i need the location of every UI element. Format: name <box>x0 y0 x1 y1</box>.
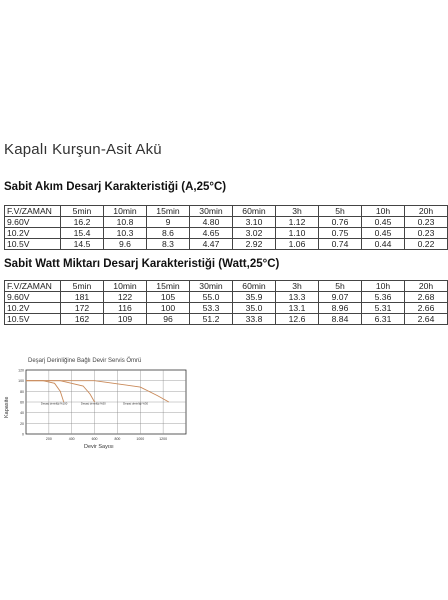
table-cell: 10.3 <box>104 228 147 239</box>
table-cell: 6.31 <box>362 314 405 325</box>
x-tick-label: 600 <box>91 437 98 441</box>
table-cell: 1.10 <box>276 228 319 239</box>
table-header-row <box>5 206 448 217</box>
table-cell: 122 <box>104 292 147 303</box>
cycle-life-chart <box>4 358 204 458</box>
table-cell: 0.45 <box>362 228 405 239</box>
x-tick-label: 800 <box>114 437 121 441</box>
table-cell: 13.1 <box>276 303 319 314</box>
table-row <box>5 239 448 250</box>
table-cell: 0.76 <box>319 217 362 228</box>
table-cell: 5.31 <box>362 303 405 314</box>
table-cell: 181 <box>61 292 104 303</box>
y-tick-label: 20 <box>20 421 24 426</box>
table-header-cell: 15min <box>147 281 190 292</box>
table-cell: 4.47 <box>190 239 233 250</box>
table-cell: 3.02 <box>233 228 276 239</box>
table-row <box>5 228 448 239</box>
chart-xlabel: Devir Sayısı <box>84 444 114 450</box>
x-tick-label: 1200 <box>159 437 168 441</box>
table-header-cell: 30min <box>190 206 233 217</box>
table-cell: 10.2V <box>5 228 61 239</box>
table-header-cell: 5min <box>61 206 104 217</box>
table-cell: 15.4 <box>61 228 104 239</box>
table-cell: 9.6 <box>104 239 147 250</box>
table-cell: 0.23 <box>405 228 448 239</box>
table-header-cell: 20h <box>405 206 448 217</box>
table-header-cell: 30min <box>190 281 233 292</box>
y-tick-label: 120 <box>18 368 24 373</box>
table-cell: 100 <box>147 303 190 314</box>
table-cell: 16.2 <box>61 217 104 228</box>
table-header-row <box>5 281 448 292</box>
table-cell: 51.2 <box>190 314 233 325</box>
table-cell: 9.60V <box>5 292 61 303</box>
table-row <box>5 303 448 314</box>
table-cell: 9 <box>147 217 190 228</box>
table-cell: 105 <box>147 292 190 303</box>
table-header-cell: 15min <box>147 206 190 217</box>
chart-annotation: Deşarj derinliği %100 <box>40 401 68 406</box>
table-cell: 0.74 <box>319 239 362 250</box>
table-cell: 35.0 <box>233 303 276 314</box>
table-row <box>5 314 448 325</box>
table-cell: 2.66 <box>405 303 448 314</box>
table2-title: Sabit Watt Miktarı Desarj Karakteristiği (Watt,25°C) <box>4 258 280 270</box>
table-header-cell: F.V/ZAMAN <box>5 206 61 217</box>
table-cell: 10.5V <box>5 239 61 250</box>
y-tick-label: 60 <box>20 400 24 405</box>
table-header-cell: 10min <box>104 206 147 217</box>
y-tick-label: 100 <box>18 379 24 384</box>
table-header-cell: 10h <box>362 206 405 217</box>
table-header-cell: 60min <box>233 206 276 217</box>
table-cell: 96 <box>147 314 190 325</box>
table-header-cell: 60min <box>233 281 276 292</box>
table-cell: 3.10 <box>233 217 276 228</box>
table-header-cell: 10min <box>104 281 147 292</box>
table-header-cell: 5h <box>319 206 362 217</box>
x-tick-label: 400 <box>68 437 75 441</box>
constant-watt-table <box>4 280 448 325</box>
constant-current-table <box>4 205 448 250</box>
table-cell: 8.6 <box>147 228 190 239</box>
table-cell: 0.23 <box>405 217 448 228</box>
table-header-cell: 10h <box>362 281 405 292</box>
table-cell: 12.6 <box>276 314 319 325</box>
table-header-cell: 5min <box>61 281 104 292</box>
y-tick-label: 80 <box>20 389 24 394</box>
chart-title: Deşarj Derinliğine Bağlı Devir Servis Ömrü <box>28 358 142 364</box>
table-cell: 162 <box>61 314 104 325</box>
table-cell: 13.3 <box>276 292 319 303</box>
table-cell: 9.07 <box>319 292 362 303</box>
y-tick-label: 40 <box>20 411 24 416</box>
table-row <box>5 217 448 228</box>
table-cell: 0.22 <box>405 239 448 250</box>
page-title: Kapalı Kurşun-Asit Akü <box>4 141 162 158</box>
table-cell: 8.3 <box>147 239 190 250</box>
table-cell: 116 <box>104 303 147 314</box>
chart-svg <box>4 358 204 458</box>
table-header-cell: 3h <box>276 206 319 217</box>
table-header-cell: 20h <box>405 281 448 292</box>
table-cell: 0.75 <box>319 228 362 239</box>
x-tick-label: 200 <box>45 437 52 441</box>
table-cell: 5.36 <box>362 292 405 303</box>
table-cell: 1.06 <box>276 239 319 250</box>
y-tick-label: 0 <box>22 432 24 437</box>
table-cell: 2.68 <box>405 292 448 303</box>
table-cell: 14.5 <box>61 239 104 250</box>
table-cell: 10.5V <box>5 314 61 325</box>
x-tick-label: 1000 <box>136 437 145 441</box>
table-header-cell: 5h <box>319 281 362 292</box>
table-cell: 33.8 <box>233 314 276 325</box>
table-cell: 35.9 <box>233 292 276 303</box>
table-cell: 10.2V <box>5 303 61 314</box>
table-cell: 8.96 <box>319 303 362 314</box>
table-cell: 172 <box>61 303 104 314</box>
table-cell: 9.60V <box>5 217 61 228</box>
table-header-cell: F.V/ZAMAN <box>5 281 61 292</box>
table-cell: 0.45 <box>362 217 405 228</box>
chart-annotation: Deşarj derinliği %30 <box>123 401 149 406</box>
table-cell: 2.92 <box>233 239 276 250</box>
table-cell: 10.8 <box>104 217 147 228</box>
table-header-cell: 3h <box>276 281 319 292</box>
table-cell: 4.65 <box>190 228 233 239</box>
table-row <box>5 292 448 303</box>
chart-ylabel: Kapasite <box>4 396 10 418</box>
table-cell: 4.80 <box>190 217 233 228</box>
table-cell: 8.84 <box>319 314 362 325</box>
table-cell: 53.3 <box>190 303 233 314</box>
table-cell: 2.64 <box>405 314 448 325</box>
table-cell: 109 <box>104 314 147 325</box>
chart-annotation: Deşarj derinliği %50 <box>80 401 106 406</box>
table-cell: 55.0 <box>190 292 233 303</box>
table-cell: 1.12 <box>276 217 319 228</box>
table-cell: 0.44 <box>362 239 405 250</box>
table1-title: Sabit Akım Desarj Karakteristiği (A,25°C) <box>4 181 227 193</box>
